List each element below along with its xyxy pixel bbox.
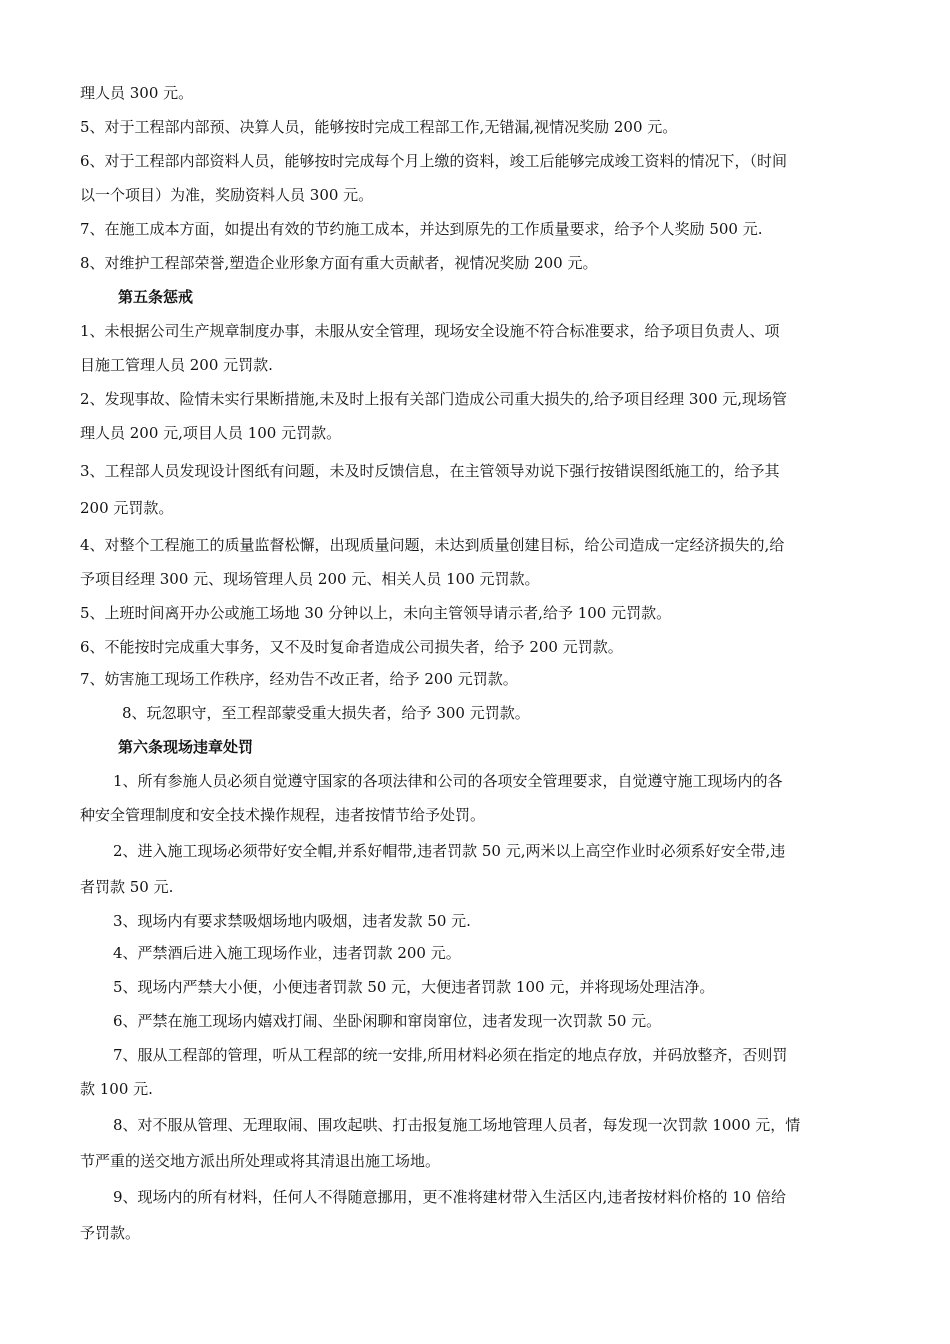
text-line: 6、对于工程部内部资料人员，能够按时完成每个月上缴的资料，竣工后能够完成竣工资料的情况下，（时间 (80, 152, 788, 170)
text-line: 5、现场内严禁大小便，小便违者罚款 50 元，大便违者罚款 100 元，并将现场处理洁净。 (113, 978, 715, 996)
text-line: 4、严禁酒后进入施工现场作业，违者罚款 200 元。 (113, 944, 461, 962)
text-line: 7、服从工程部的管理，听从工程部的统一安排,所用材料必须在指定的地点存放，并码放整齐，否则罚 (113, 1046, 788, 1064)
text-line: 5、上班时间离开办公或施工场地 30 分钟以上，未向主管领导请示者,给予 100 元罚款。 (80, 604, 672, 622)
text-line: 200 元罚款。 (80, 499, 174, 517)
text-line: 理人员 300 元。 (80, 84, 194, 102)
text-line: 5、对于工程部内部预、决算人员，能够按时完成工程部工作,无错漏,视情况奖励 200 元。 (80, 118, 678, 136)
text-line: 8、对维护工程部荣誉,塑造企业形象方面有重大贡献者，视情况奖励 200 元。 (80, 254, 598, 272)
text-line: 2、进入施工现场必须带好安全帽,并系好帽带,违者罚款 50 元,两米以上高空作业时必须系好安全带,违 (113, 842, 786, 860)
text-line: 4、对整个工程施工的质量监督松懈，出现质量问题，未达到质量创建目标，给公司造成一定经济损失的,给 (80, 536, 785, 554)
text-line: 3、工程部人员发现设计图纸有问题，未及时反馈信息，在主管领导劝说下强行按错误图纸施工的，给予其 (80, 462, 780, 480)
section-heading: 第六条现场违章处罚 (118, 738, 254, 756)
text-line: 9、现场内的所有材料，任何人不得随意挪用，更不准将建材带入生活区内,违者按材料价格的 10 倍给 (113, 1188, 786, 1206)
text-line: 予罚款。 (80, 1224, 141, 1242)
text-line: 者罚款 50 元. (80, 878, 174, 896)
text-line: 1、未根据公司生产规章制度办事，未服从安全管理，现场安全设施不符合标准要求，给予项目负责人、项 (80, 322, 780, 340)
text-line: 6、不能按时完成重大事务，又不及时复命者造成公司损失者，给予 200 元罚款。 (80, 638, 623, 656)
text-line: 种安全管理制度和安全技术操作规程，违者按情节给予处罚。 (80, 806, 486, 824)
text-line: 款 100 元. (80, 1080, 153, 1098)
text-line: 8、对不服从管理、无理取闹、围攻起哄、打击报复施工场地管理人员者，每发现一次罚款 1000 元，情 (113, 1116, 801, 1134)
text-line: 以一个项目）为准，奖励资料人员 300 元。 (80, 186, 374, 204)
text-line: 节严重的送交地方派出所处理或将其清退出施工场地。 (80, 1152, 441, 1170)
text-line: 1、所有参施人员必须自觉遵守国家的各项法律和公司的各项安全管理要求，自觉遵守施工现场内的各 (113, 772, 783, 790)
section-heading: 第五条惩戒 (118, 288, 194, 306)
text-line: 3、现场内有要求禁吸烟场地内吸烟，违者发款 50 元. (113, 912, 471, 930)
text-line: 8、玩忽职守，至工程部蒙受重大损失者，给予 300 元罚款。 (122, 704, 530, 722)
text-line: 目施工管理人员 200 元罚款. (80, 356, 273, 374)
text-line: 6、严禁在施工现场内嬉戏打闹、坐卧闲聊和窜岗窜位，违者发现一次罚款 50 元。 (113, 1012, 662, 1030)
text-line: 7、妨害施工现场工作秩序，经劝告不改正者，给予 200 元罚款。 (80, 670, 518, 688)
text-line: 理人员 200 元,项目人员 100 元罚款。 (80, 424, 342, 442)
text-line: 2、发现事故、险情未实行果断措施,未及时上报有关部门造成公司重大损失的,给予项目经理 300 元,现场管 (80, 390, 788, 408)
text-line: 7、在施工成本方面，如提出有效的节约施工成本，并达到原先的工作质量要求，给予个人奖励 500 元. (80, 220, 763, 238)
text-line: 予项目经理 300 元、现场管理人员 200 元、相关人员 100 元罚款。 (80, 570, 540, 588)
